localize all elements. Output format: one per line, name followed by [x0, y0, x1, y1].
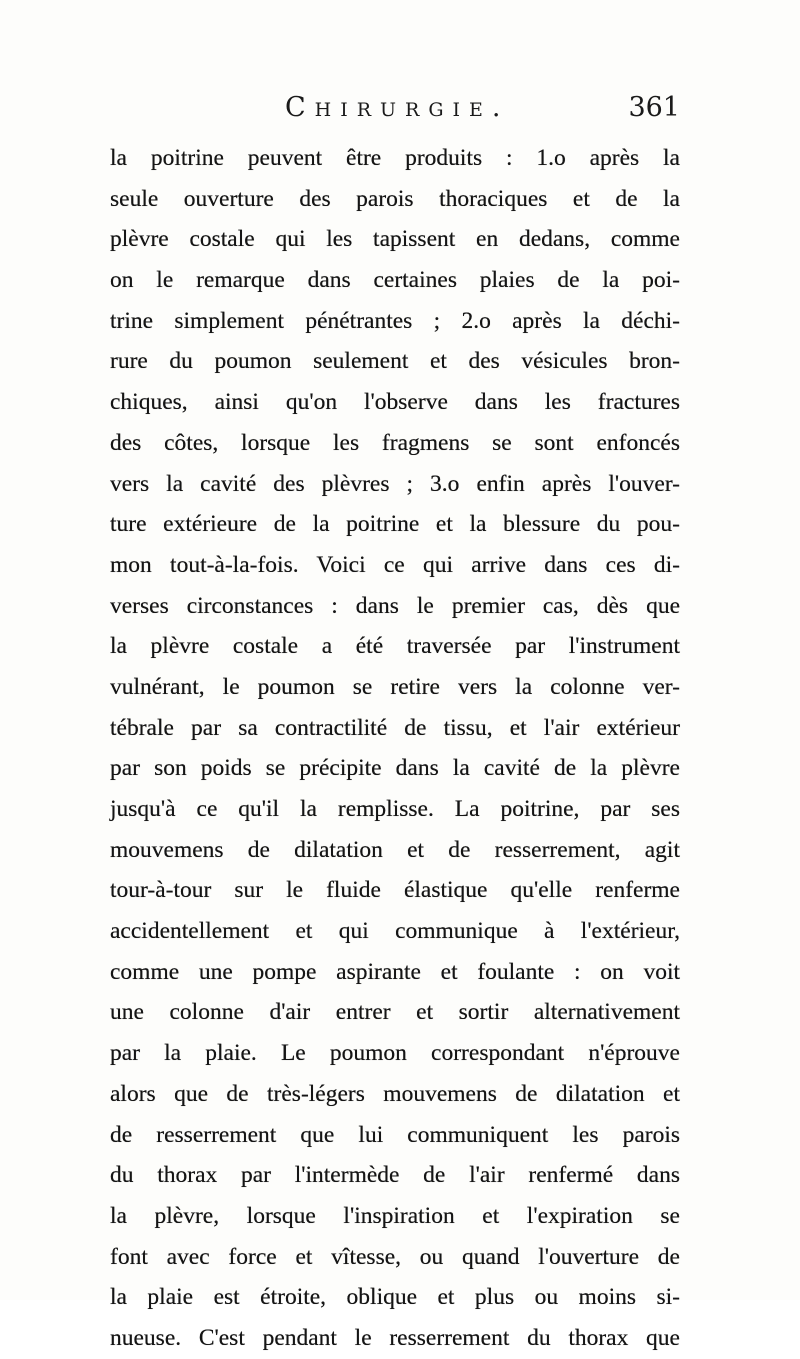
text-line: accidentellement et qui communique à l'extérieur,: [110, 918, 680, 945]
text-line: par la plaie. Le poumon correspondant n'éprouve: [110, 1040, 680, 1067]
text-line: tébrale par sa contractilité de tissu, et l'air extérieur: [110, 714, 680, 741]
text-line: vulnérant, le poumon se retire vers la colonne ver-: [110, 673, 680, 700]
text-line: la plèvre costale a été traversée par l'instrument: [110, 633, 680, 660]
running-title: Chirurgie.: [285, 92, 510, 123]
text-line: alors que de très-légers mouvemens de dilatation et: [110, 1080, 680, 1107]
text-line: tour-à-tour sur le fluide élastique qu'elle renferme: [110, 877, 680, 904]
text-line: vers la cavité des plèvres ; 3.o enfin après l'ouver-: [110, 470, 680, 497]
text-line: du thorax par l'intermède de l'air renfermé dans: [110, 1162, 680, 1189]
text-line: de resserrement que lui communiquent les parois: [110, 1121, 680, 1148]
text-line: ture extérieure de la poitrine et la blessure du pou-: [110, 511, 680, 538]
text-line: des côtes, lorsque les fragmens se sont enfoncés: [110, 429, 680, 456]
text-line: on le remarque dans certaines plaies de la poi-: [110, 267, 680, 294]
text-line: seule ouverture des parois thoraciques et de la: [110, 185, 680, 212]
text-line: verses circonstances : dans le premier cas, dès que: [110, 592, 680, 619]
text-line: la poitrine peuvent être produits : 1.o après la: [110, 145, 680, 171]
page-header: [110, 92, 680, 132]
text-line: une colonne d'air entrer et sortir alternativement: [110, 999, 680, 1026]
text-line: la plèvre, lorsque l'inspiration et l'expiration se: [110, 1202, 680, 1229]
text-line: plèvre costale qui les tapissent en dedans, comme: [110, 226, 680, 253]
text-line: rure du poumon seulement et des vésicules bron-: [110, 348, 680, 375]
text-line: chiques, ainsi qu'on l'observe dans les fractures: [110, 389, 680, 416]
text-line: mon tout-à-la-fois. Voici ce qui arrive dans ces di-: [110, 551, 680, 578]
text-line: la plaie est étroite, oblique et plus ou moins si-: [110, 1284, 680, 1311]
page-number: 361: [628, 92, 680, 123]
text-line: mouvemens de dilatation et de resserrement, agit: [110, 836, 680, 863]
text-line: par son poids se précipite dans la cavité de la plèvre: [110, 755, 680, 782]
text-line: font avec force et vîtesse, ou quand l'ouverture de: [110, 1243, 680, 1270]
body-text: [110, 138, 680, 1359]
text-line: jusqu'à ce qu'il la remplisse. La poitrine, par ses: [110, 796, 680, 822]
text-line: nueuse. C'est pendant le resserrement du thorax que: [110, 1324, 680, 1351]
text-line: trine simplement pénétrantes ; 2.o après la déchi-: [110, 307, 680, 334]
text-line: comme une pompe aspirante et foulante : on voit: [110, 958, 680, 985]
